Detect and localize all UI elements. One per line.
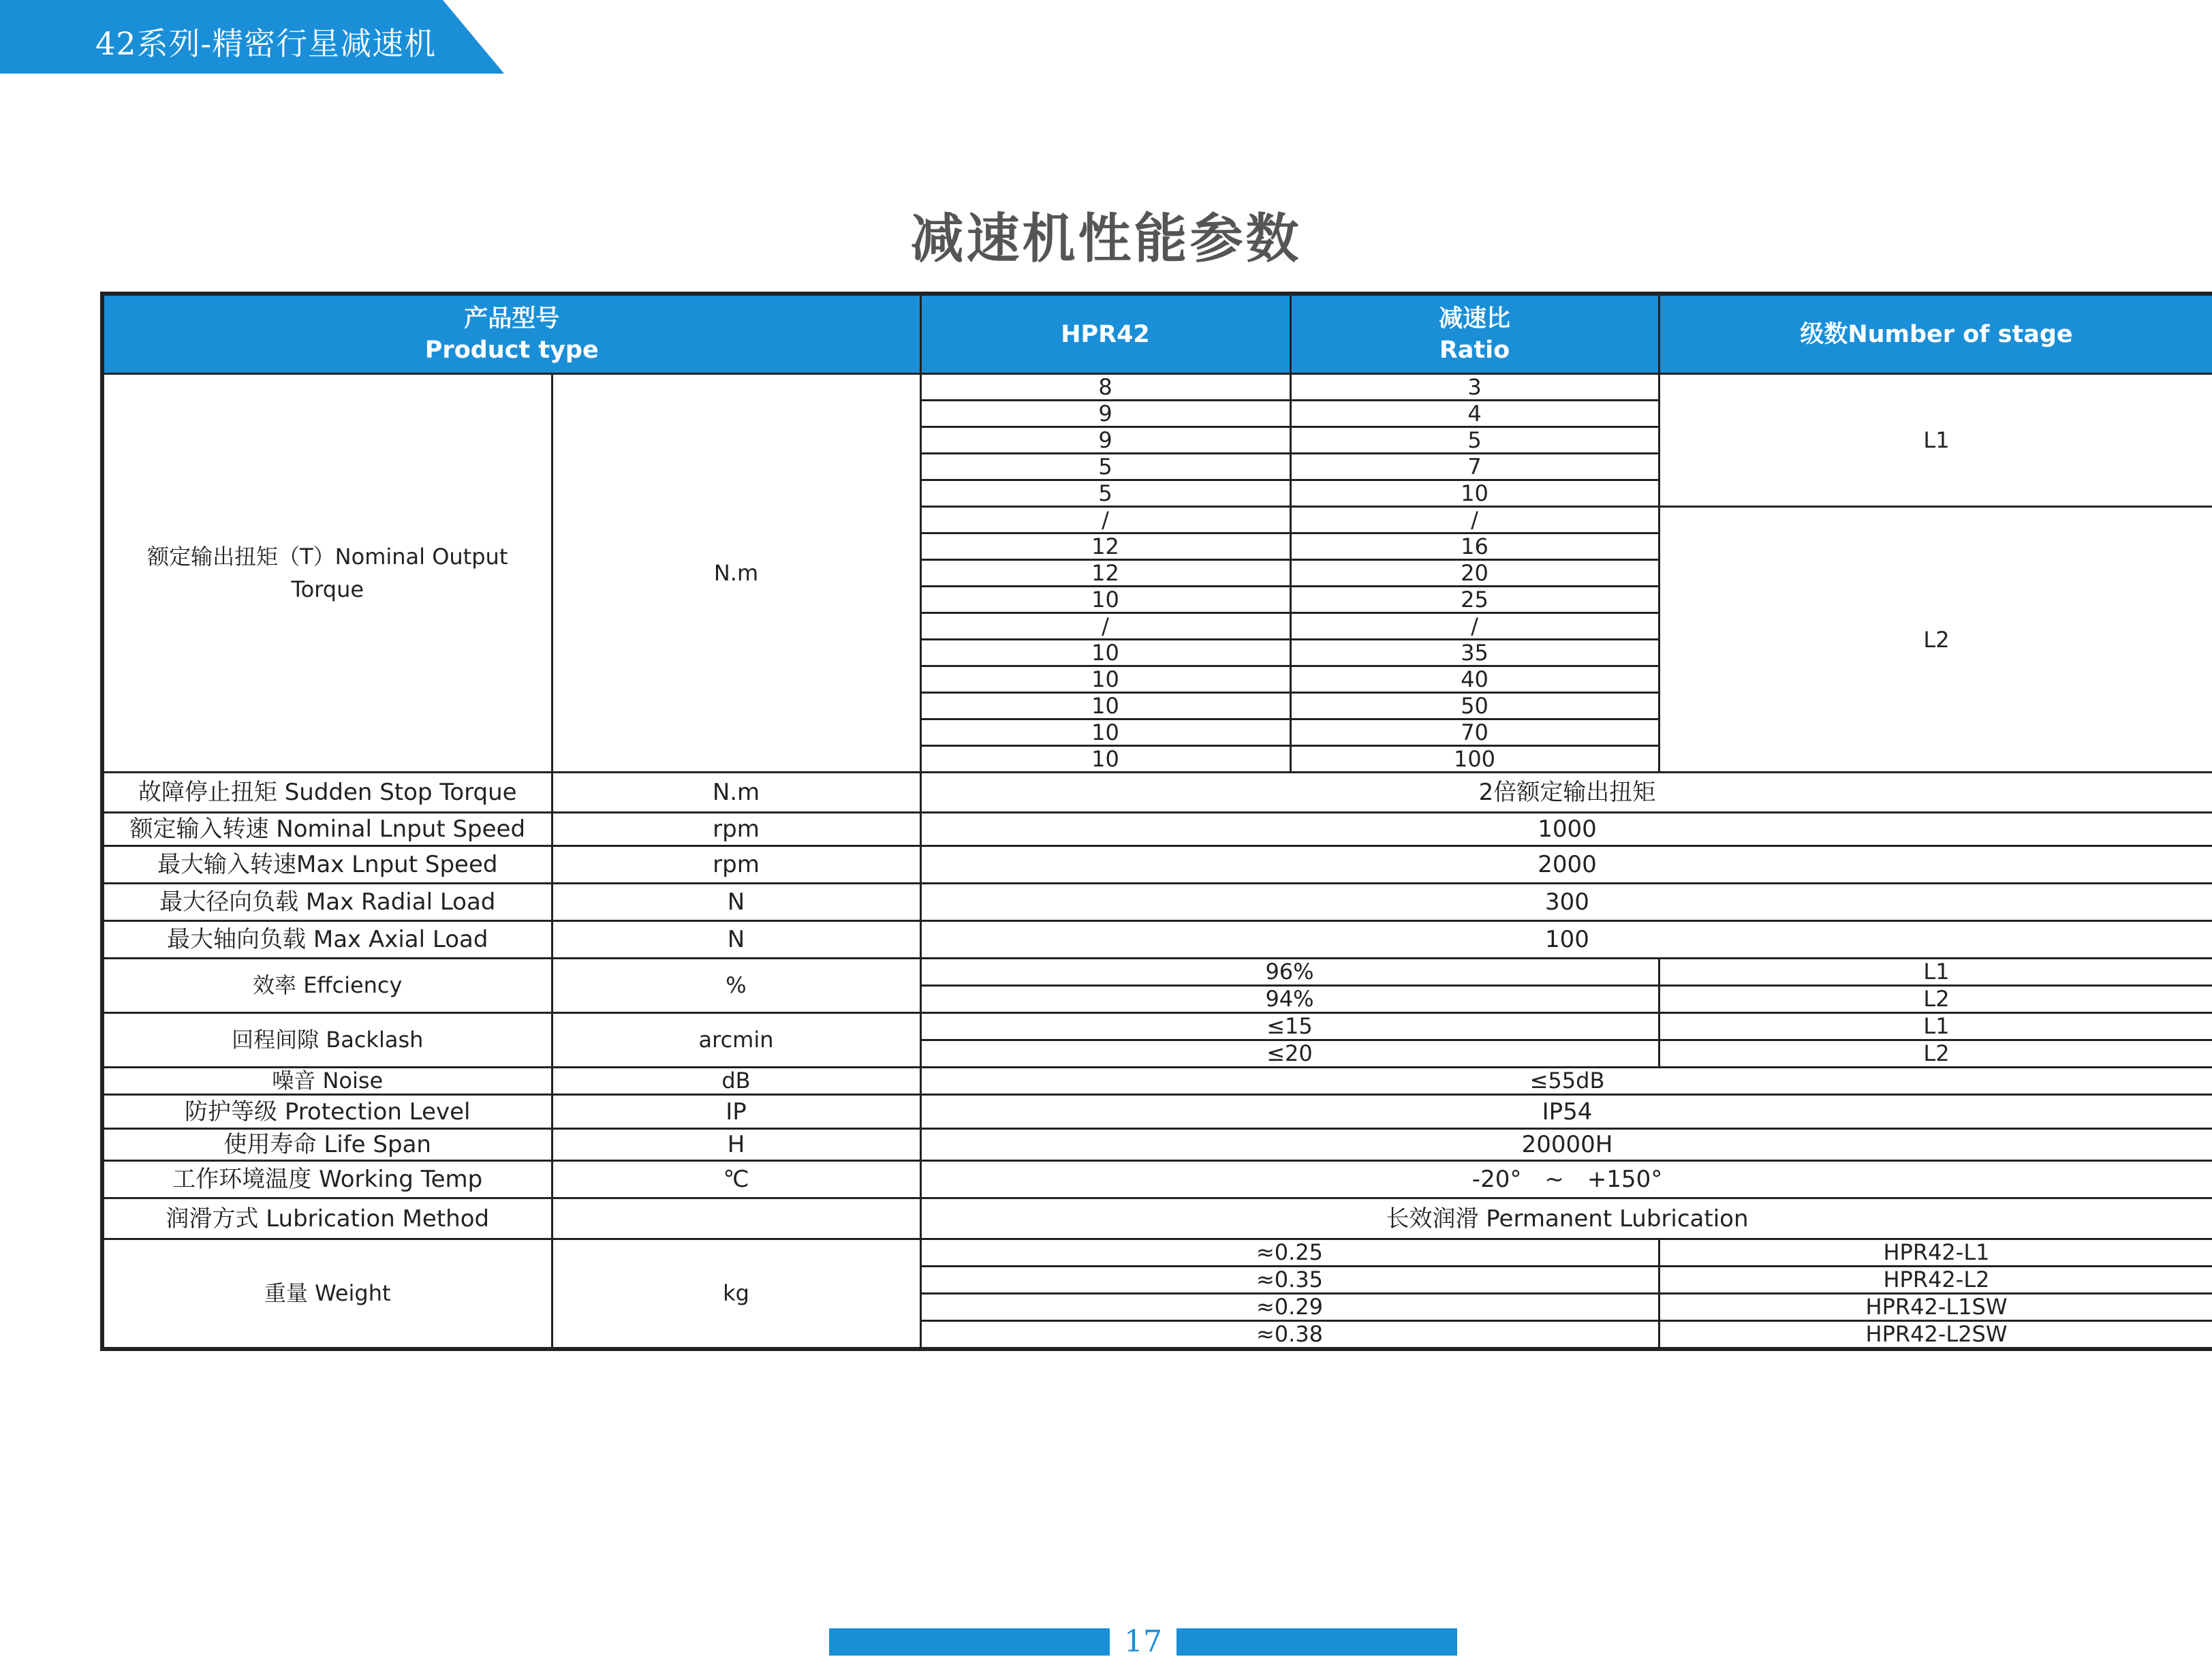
weight-unit: kg — [552, 1239, 920, 1350]
sudden-stop-unit: N.m — [552, 773, 920, 813]
page-title: 减速机性能参数 — [910, 208, 1302, 270]
torque-ratio: 40 — [1290, 666, 1659, 693]
torque-ratio: 5 — [1290, 427, 1659, 454]
nominal-input-speed-value: 1000 — [920, 813, 2212, 846]
working-temp-unit: ℃ — [552, 1161, 920, 1198]
header-ratio — [1290, 294, 1659, 374]
nominal-torque-label: 额定输出扭矩（T）Nominal Output Torque — [102, 374, 552, 773]
torque-value: 5 — [920, 480, 1290, 507]
torque-value: 12 — [920, 533, 1290, 560]
max-input-speed-unit: rpm — [552, 846, 920, 884]
torque-ratio: 25 — [1290, 587, 1659, 613]
weight-label: 重量 Weight — [102, 1239, 552, 1350]
efficiency-value: 96% — [920, 959, 1659, 986]
torque-ratio: / — [1290, 507, 1659, 533]
table-row — [102, 1129, 2212, 1161]
lubrication-value: 长效润滑 Permanent Lubrication — [920, 1198, 2212, 1239]
max-input-speed-value: 2000 — [920, 846, 2212, 884]
table-row — [102, 1198, 2212, 1239]
torque-ratio: 7 — [1290, 454, 1659, 480]
life-span-label: 使用寿命 Life Span — [102, 1129, 552, 1161]
torque-ratio: 3 — [1290, 374, 1659, 401]
noise-label: 噪音 Noise — [102, 1068, 552, 1095]
efficiency-value: 94% — [920, 986, 1659, 1013]
backlash-stage: L2 — [1659, 1040, 2212, 1068]
backlash-label: 回程间隙 Backlash — [102, 1013, 552, 1068]
nominal-input-speed-label: 额定输入转速 Nominal Lnput Speed — [102, 813, 552, 846]
table-row — [102, 1013, 2212, 1040]
page-number: 17 — [1124, 1624, 1162, 1659]
torque-ratio: 4 — [1290, 401, 1659, 427]
protection-value: IP54 — [920, 1095, 2212, 1129]
header-model: HPR42 — [920, 294, 1290, 374]
efficiency-stage: L1 — [1659, 959, 2212, 986]
torque-ratio: 10 — [1290, 480, 1659, 507]
backlash-unit: arcmin — [552, 1013, 920, 1068]
noise-value: ≤55dB — [920, 1068, 2212, 1095]
max-radial-load-unit: N — [552, 884, 920, 921]
lubrication-label: 润滑方式 Lubrication Method — [102, 1198, 552, 1239]
torque-value: 10 — [920, 746, 1290, 773]
backlash-value: ≤20 — [920, 1040, 1659, 1068]
torque-ratio: 16 — [1290, 533, 1659, 560]
torque-value: 10 — [920, 693, 1290, 719]
header-ratio-cn: 减速比 — [1438, 305, 1510, 332]
efficiency-stage: L2 — [1659, 986, 2212, 1013]
table-row — [102, 773, 2212, 813]
stage-l1: L1 — [1659, 374, 2212, 507]
max-radial-load-value: 300 — [920, 884, 2212, 921]
sudden-stop-value: 2倍额定输出扭矩 — [920, 773, 2212, 813]
working-temp-label: 工作环境温度 Working Temp — [102, 1161, 552, 1198]
torque-value: 5 — [920, 454, 1290, 480]
header-ratio-en: Ratio — [1439, 336, 1510, 364]
series-title: 42系列-精密行星减速机 — [95, 25, 437, 62]
life-span-value: 20000H — [920, 1129, 2212, 1161]
weight-value: ≈0.25 — [920, 1239, 1659, 1267]
nominal-torque-unit: N.m — [552, 374, 920, 773]
torque-value: / — [920, 507, 1290, 533]
backlash-stage: L1 — [1659, 1013, 2212, 1040]
protection-label: 防护等级 Protection Level — [102, 1095, 552, 1129]
life-span-unit: H — [552, 1129, 920, 1161]
header-product-type — [102, 294, 920, 374]
footer-bar-right — [1177, 1628, 1457, 1656]
torque-value: 8 — [920, 374, 1290, 401]
weight-value: ≈0.35 — [920, 1267, 1659, 1294]
header-stage: 级数Number of stage — [1659, 294, 2212, 374]
torque-ratio: 20 — [1290, 560, 1659, 587]
weight-value: ≈0.29 — [920, 1294, 1659, 1321]
table-row — [102, 1161, 2212, 1198]
sudden-stop-label: 故障停止扭矩 Sudden Stop Torque — [102, 773, 552, 813]
table-row — [102, 1239, 2212, 1267]
torque-ratio: 70 — [1290, 719, 1659, 746]
torque-ratio: 50 — [1290, 693, 1659, 719]
noise-unit: dB — [552, 1068, 920, 1095]
weight-model: HPR42-L1SW — [1659, 1294, 2212, 1321]
weight-model: HPR42-L2SW — [1659, 1321, 2212, 1350]
table-row — [102, 1095, 2212, 1129]
torque-value: 12 — [920, 560, 1290, 587]
weight-value: ≈0.38 — [920, 1321, 1659, 1350]
table-row — [102, 374, 2212, 401]
footer-bar-left — [829, 1628, 1110, 1656]
table-row — [102, 959, 2212, 986]
efficiency-unit: % — [552, 959, 920, 1013]
table-row — [102, 813, 2212, 846]
torque-value: / — [920, 613, 1290, 640]
torque-value: 10 — [920, 719, 1290, 746]
table-row — [102, 1068, 2212, 1095]
header-product-type-cn: 产品型号 — [464, 305, 560, 332]
torque-ratio: 100 — [1290, 746, 1659, 773]
torque-value: 9 — [920, 427, 1290, 454]
max-axial-load-unit: N — [552, 921, 920, 959]
protection-unit: IP — [552, 1095, 920, 1129]
max-axial-load-value: 100 — [920, 921, 2212, 959]
table-row — [102, 884, 2212, 921]
max-input-speed-label: 最大输入转速Max Lnput Speed — [102, 846, 552, 884]
working-temp-value: -20° ~ +150° — [920, 1161, 2212, 1198]
lubrication-unit — [552, 1198, 920, 1239]
efficiency-label: 效率 Effciency — [102, 959, 552, 1013]
torque-value: 9 — [920, 401, 1290, 427]
torque-ratio: 35 — [1290, 640, 1659, 666]
nominal-input-speed-unit: rpm — [552, 813, 920, 846]
weight-model: HPR42-L1 — [1659, 1239, 2212, 1267]
torque-value: 10 — [920, 587, 1290, 613]
header-product-type-en: Product type — [424, 336, 599, 364]
weight-model: HPR42-L2 — [1659, 1267, 2212, 1294]
stage-l2: L2 — [1659, 507, 2212, 773]
max-axial-load-label: 最大轴向负载 Max Axial Load — [102, 921, 552, 959]
performance-table — [100, 292, 2212, 1351]
table-row — [102, 846, 2212, 884]
torque-value: 10 — [920, 640, 1290, 666]
torque-value: 10 — [920, 666, 1290, 693]
table-header-row — [102, 294, 2212, 374]
table-row — [102, 921, 2212, 959]
max-radial-load-label: 最大径向负载 Max Radial Load — [102, 884, 552, 921]
backlash-value: ≤15 — [920, 1013, 1659, 1040]
torque-ratio: / — [1290, 613, 1659, 640]
